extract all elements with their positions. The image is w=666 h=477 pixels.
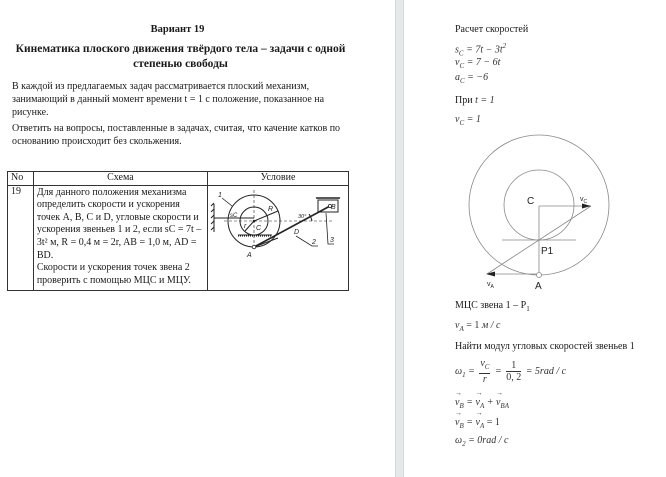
equation-ac <box>455 72 488 85</box>
task-table <box>7 171 349 291</box>
label-va <box>487 281 495 290</box>
radius-r <box>245 221 254 231</box>
eq-sc-sub: C <box>458 49 464 58</box>
equation-vc <box>455 57 500 70</box>
fraction-1-over-0.2 <box>506 360 521 383</box>
eq-va-unit: м / с <box>481 320 501 331</box>
eq-vbv-t1-sub: A <box>479 422 485 430</box>
eq-w2-rhs: = 0rad / c <box>468 435 509 446</box>
equation-vb-value <box>455 417 500 430</box>
eq-vbv-rhs: = 1 <box>486 417 500 428</box>
label-va-v: v <box>487 281 491 288</box>
va-arrowhead <box>486 272 495 277</box>
intro-paragraph: В каждой из предлагаемых задач рассматривается плоский механизм, занимающий в данный момент времени t = 1 с положение, показанное на рисунке. <box>12 81 325 118</box>
tangent-line <box>254 238 278 247</box>
eq-vcv-lhs: v <box>455 114 460 125</box>
eq-vc-sub: C <box>459 62 465 70</box>
frac1-num-v: v <box>480 358 485 369</box>
page-separator <box>395 0 404 477</box>
eq-ac-rhs: = −6 <box>467 72 489 83</box>
equation-va <box>455 320 500 333</box>
label-B: B <box>331 203 336 211</box>
label-sc: sC <box>230 212 238 219</box>
eq-vbs-lhs-sub: B <box>459 402 464 410</box>
header-no: No <box>8 172 34 186</box>
eq-vc-lhs: v <box>455 57 460 68</box>
eq-ac-sub: C <box>460 77 465 85</box>
eq-vbs-lhs: → v <box>455 397 459 408</box>
eq-w2-sub: 2 <box>462 440 466 448</box>
cell-no: 19 <box>8 185 34 290</box>
cell-mechanism-diagram <box>208 185 349 290</box>
label-vc-v: v <box>580 196 584 203</box>
cell-task-text <box>33 185 207 290</box>
leader-1 <box>222 198 232 206</box>
eq-vbv-lhs: → v <box>455 417 459 428</box>
eq-vcv-sub: C <box>459 119 465 127</box>
assumption-paragraph: Ответить на вопросы, поставленные в задачах, считая, что качение катков по основанию происходит без скольжения. <box>12 123 341 147</box>
eq-w2-lhs: ω <box>455 435 463 446</box>
icz-heading-text: МЦС звена 1 – P <box>455 300 527 311</box>
radius-R <box>254 211 278 221</box>
equation-omega1 <box>455 358 566 385</box>
eq-va-lhs: v <box>455 320 460 331</box>
eq-w1-eq1: = <box>468 365 475 377</box>
at-time-line <box>455 95 495 106</box>
eq-w1-eq2: = <box>494 365 502 377</box>
icz-heading <box>455 300 530 313</box>
eq-vcv-rhs: = 1 <box>466 114 481 125</box>
eq-w1-result: = 5rad / c <box>525 365 567 377</box>
eq-sc-sup: 2 <box>502 42 507 50</box>
table-row <box>8 185 349 290</box>
speeds-heading: Расчет скоростей <box>455 24 529 35</box>
mechanism-diagram <box>208 186 348 290</box>
equation-sc <box>455 42 506 57</box>
header-condition: Условие <box>208 172 349 186</box>
eq-va-sub: A <box>459 325 464 333</box>
eq-vbs-t1-sub: A <box>479 402 485 410</box>
frac2-num: 1 <box>506 360 521 372</box>
frac1-den: r <box>482 374 487 385</box>
fraction-vc-over-r <box>479 358 490 385</box>
eq-vbv-t1: → v <box>475 417 479 428</box>
point-C-marker <box>253 219 256 222</box>
eq-vbv-lhs-sub: B <box>459 422 464 430</box>
eq-vbs-eq: = <box>466 397 473 408</box>
label-A: A <box>535 281 542 290</box>
eq-vbs-t2-sub: BA <box>500 402 509 410</box>
label-vc <box>580 196 588 205</box>
angular-heading: Найти модул угловых скоростей звеньев 1 <box>455 341 635 352</box>
eq-vbs-t1: → v <box>475 397 479 408</box>
eq-w1-sub: 1 <box>462 370 466 379</box>
icz-heading-sub: 1 <box>526 305 530 313</box>
eq-vbs-plus: + <box>486 397 494 408</box>
point-A-marker <box>537 273 542 278</box>
eq-w1-lhs: ω <box>455 365 463 377</box>
task-condition-text: Для данного положения механизма определить скорости и ускорения точек A, B, C и D, угловые скорости и ускорения звеньев 1 и 2, если sC = 7t – 3t² м, R = 0,4 м = 2r, AB = 1,0 м, AD = BD. <box>36 186 202 261</box>
label-D: D <box>294 228 300 236</box>
label-R: R <box>268 205 274 213</box>
label-va-sub: A <box>490 284 494 290</box>
label-link-1: 1 <box>218 191 222 199</box>
document-title: Кинематика плоского движения твёрдого тела – задачи с одной степенью свободы <box>15 43 346 70</box>
equation-omega2 <box>455 435 508 448</box>
header-schema: Схема <box>33 172 207 186</box>
eq-sc-lhs: s <box>455 44 459 56</box>
eq-vc-rhs: = 7 − 6t <box>466 57 501 68</box>
eq-va-rhs: = 1 <box>466 320 480 331</box>
velocity-diagram <box>464 130 624 290</box>
at-time-expr: t = 1 <box>475 95 495 106</box>
label-link-2: 2 <box>312 238 316 246</box>
label-C: C <box>527 196 535 207</box>
at-time-label: При <box>455 95 473 106</box>
label-link-3: 3 <box>330 236 334 244</box>
point-A-marker <box>252 245 256 249</box>
eq-vbv-eq: = <box>466 417 473 428</box>
label-angle: 30° <box>298 213 307 220</box>
task-check-text: Скорости и ускорения точек звена 2 проверить с помощью МЦС и МЦУ. <box>36 262 191 286</box>
eq-ac-lhs: a <box>455 72 460 83</box>
label-P1: P1 <box>541 246 554 257</box>
equation-vc-value <box>455 114 481 127</box>
variant-heading: Вариант 19 <box>150 24 205 35</box>
label-vc-sub: C <box>583 199 588 205</box>
label-r: r <box>244 222 247 230</box>
eq-sc-rhs: = 7t − 3t <box>466 44 503 56</box>
frac2-den: 0, 2 <box>506 372 522 383</box>
eq-vbs-t2: → v <box>496 397 500 408</box>
label-A: A <box>247 251 252 259</box>
frac1-num-sub: C <box>484 363 490 371</box>
table-header-row <box>8 172 349 186</box>
label-C: C <box>256 224 262 232</box>
document-page-right <box>404 0 666 477</box>
frac1-num <box>479 358 490 374</box>
